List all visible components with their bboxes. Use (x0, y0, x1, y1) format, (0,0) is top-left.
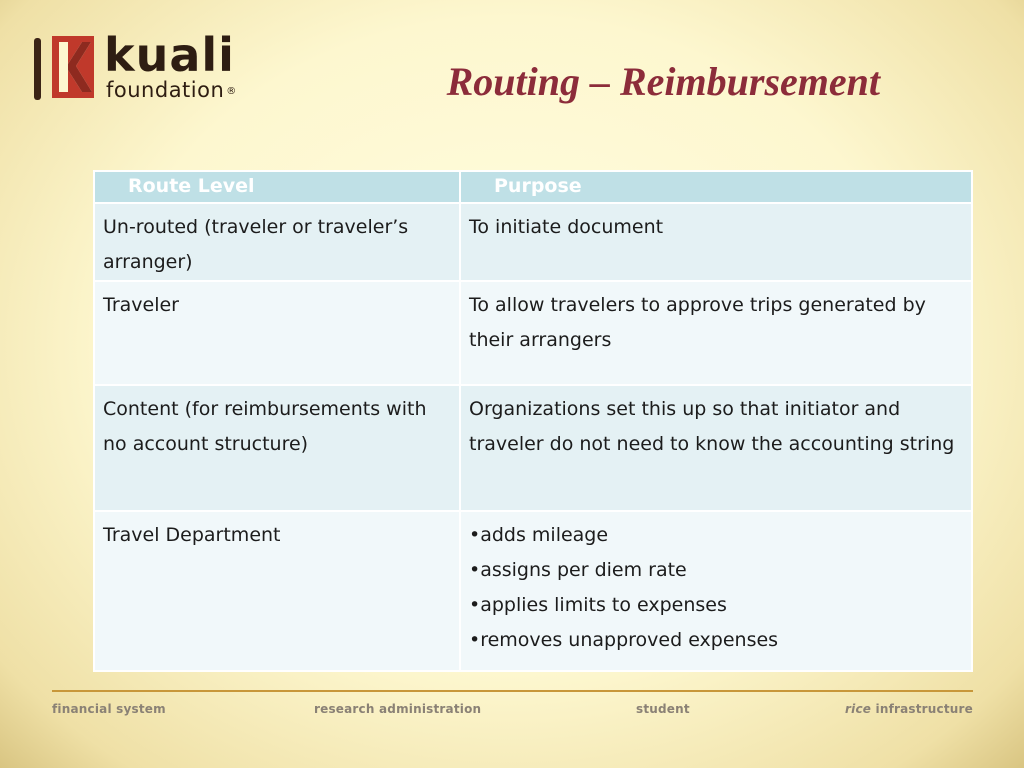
table-header-row (94, 171, 972, 203)
list-item: •assigns per diem rate (469, 559, 687, 581)
footer (52, 702, 973, 720)
table-row (94, 385, 972, 511)
route-level-cell: Travel Department (94, 511, 460, 671)
list-item: •removes unapproved expenses (469, 629, 779, 651)
purpose-bullet-list (469, 518, 963, 658)
route-level-cell: Un-routed (traveler or traveler’s arranger) (94, 203, 460, 281)
registered-mark: ® (226, 85, 237, 97)
routing-table (93, 170, 973, 672)
footer-research-administration: research administration (314, 702, 482, 716)
logo-bar (34, 38, 41, 100)
logo-word-kuali: kuali (104, 28, 235, 82)
table-row (94, 203, 972, 281)
header-route-level: Route Level (94, 171, 460, 203)
route-level-cell: Content (for reimbursements with no account structure) (94, 385, 460, 511)
header-purpose: Purpose (460, 171, 972, 203)
slide-title: Routing – Reimbursement (446, 59, 880, 104)
purpose-cell: To allow travelers to approve trips generated by their arrangers (460, 281, 972, 385)
route-level-cell: Traveler (94, 281, 460, 385)
footer-divider (52, 690, 973, 692)
footer-rice: rice (845, 702, 872, 716)
footer-rice-infrastructure (845, 702, 973, 716)
list-item: •adds mileage (469, 524, 609, 546)
table-row (94, 511, 972, 671)
footer-financial-system: financial system (52, 702, 166, 716)
purpose-cell (460, 511, 972, 671)
table-row (94, 281, 972, 385)
logo-word-foundation: foundation ® (106, 78, 237, 102)
footer-infrastructure: infrastructure (875, 702, 973, 716)
list-item: •applies limits to expenses (469, 594, 727, 616)
purpose-cell: Organizations set this up so that initiator and traveler do not need to know the accounting string (460, 385, 972, 511)
footer-student: student (636, 702, 690, 716)
kuali-logo (34, 28, 284, 102)
kuali-k-icon (52, 36, 94, 98)
purpose-cell: To initiate document (460, 203, 972, 281)
